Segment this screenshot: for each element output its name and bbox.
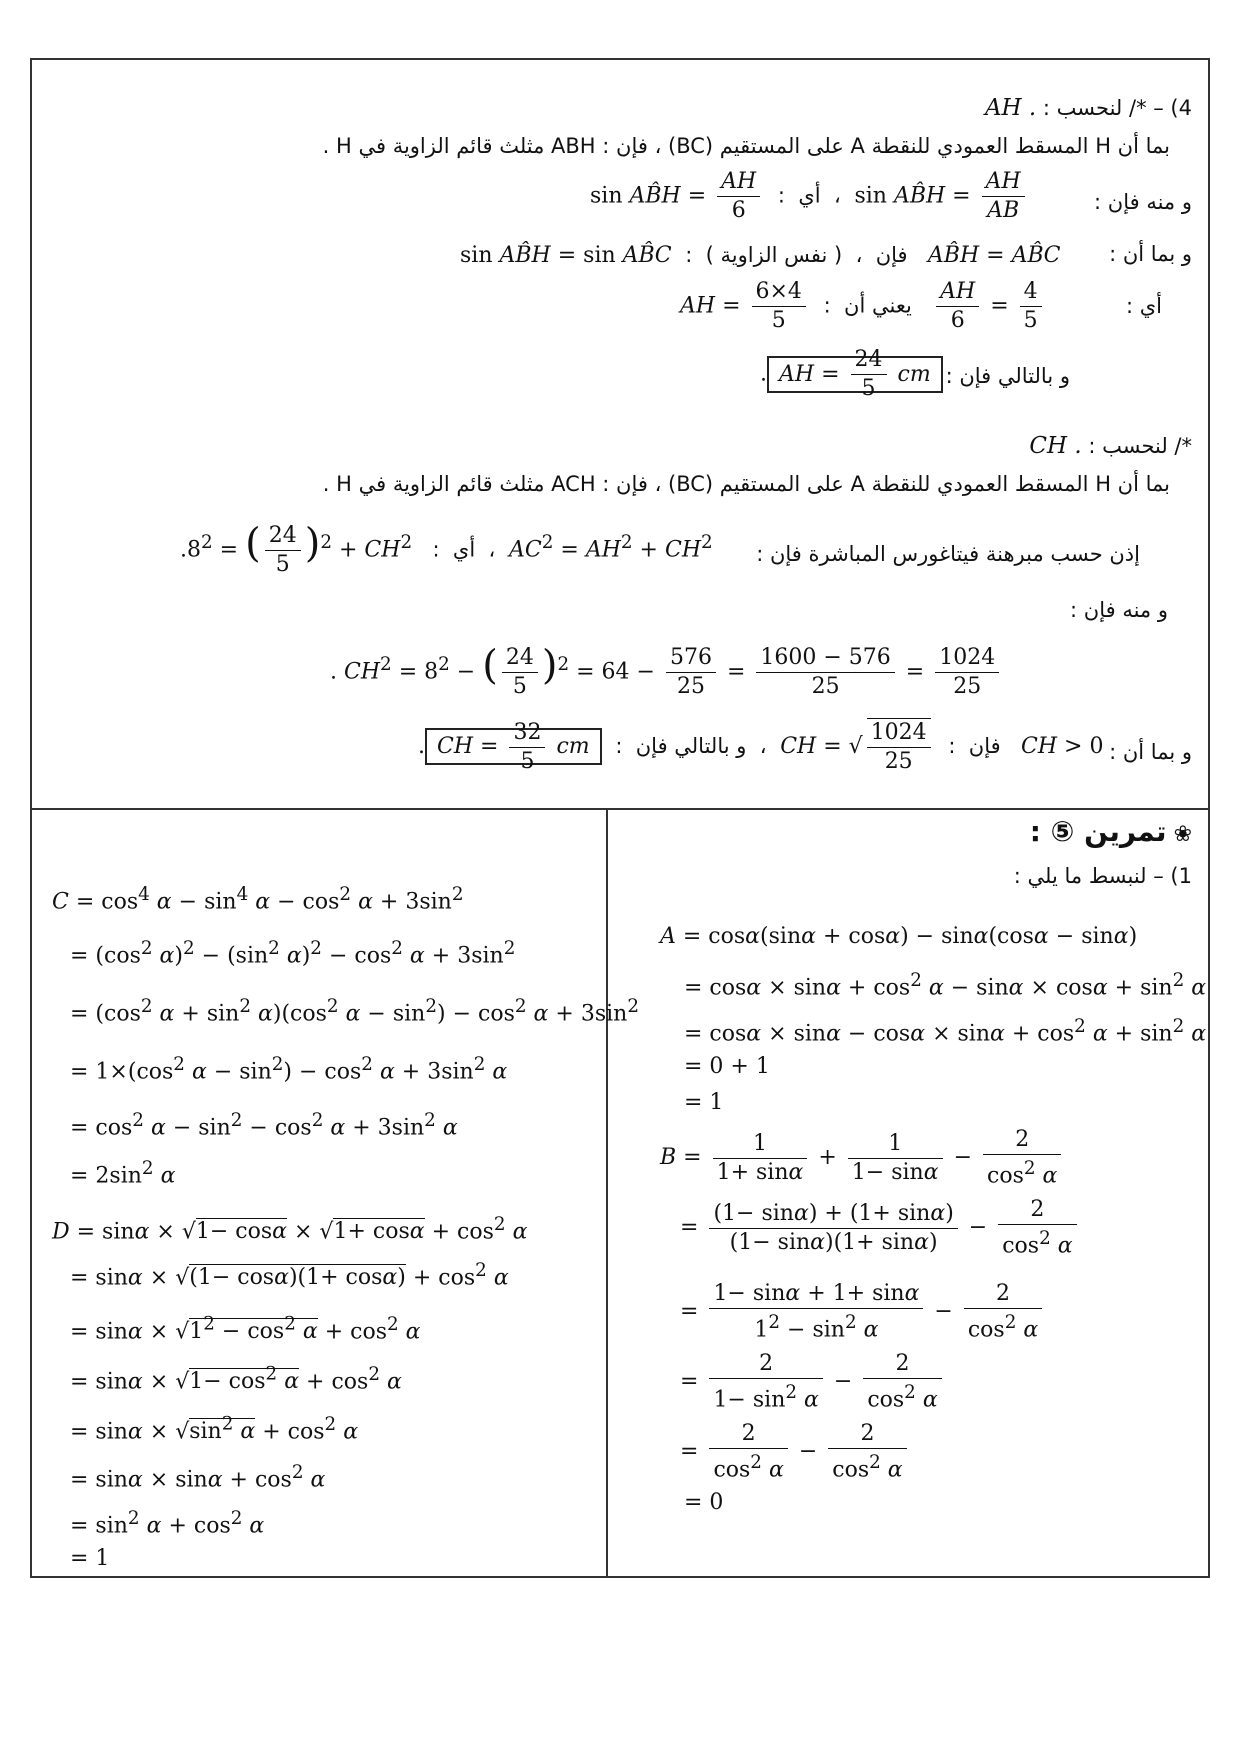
part4-since: و بما أن : <box>1109 242 1192 266</box>
ch-pythagoras-label: إذن حسب مبرهنة فيتاغورس المباشرة فإن : <box>756 542 1140 566</box>
expr-d-line5: = $\sin\alpha \times √\sin^2$ $\alpha + \cos^2 \alpha$ <box>70 1414 359 1445</box>
part4-proportion: AH = $\frac{6\times 4}{5}$ : يعني أن $\frac{AH}{6}$ = $\frac{4}{5}$ <box>680 278 1046 335</box>
expr-d-line1: $D = \sin\alpha \times √1- \cos\alpha \times √1+ \cos\alpha + \cos^2 \alpha$ <box>52 1214 528 1245</box>
expr-d-line3: = $\sin\alpha \times √1^2 - \cos^2 \alpha + \cos^2 \alpha$ <box>70 1314 421 1345</box>
part4-result-box: . AH = $\frac{24}{5}$ cm <box>760 346 943 403</box>
expr-d-line7: = $\sin^2 \alpha + \cos^2 \alpha$ <box>70 1508 265 1539</box>
expr-c-line1: $C = \cos^4 \alpha - \sin^4 \alpha - \cos^2 \alpha + 3\sin^2$ <box>52 884 464 915</box>
expr-c-line4: = $1\times(\cos^2$ $\alpha - \sin^2) - \cos^2 \alpha + 3\sin^2$ α <box>70 1054 508 1085</box>
expr-c-line6: = $2\sin^2$ α <box>70 1158 176 1189</box>
exercise5-title: ❀ تمرين ⑤ : <box>1029 815 1192 848</box>
part4-angle-equality: sin AB̂H = sin AB̂C : فإن ، ( نفس الزاوية ) AB̂H = AB̂C <box>460 243 1061 268</box>
exercise5-question1: 1) – لنبسط ما يلي : <box>1013 864 1192 888</box>
section-divider <box>30 808 1210 810</box>
column-divider <box>606 808 608 1578</box>
part4-heading: 4) – */ لنحسب : AH . <box>984 95 1192 121</box>
expr-a-line1: A = cosα(sinα + cosα) − sinα(cosα − sinα) <box>660 924 1138 949</box>
ch-heading: */ لنحسب : CH . <box>1029 433 1192 459</box>
expr-a-line4: = 0 + 1 <box>684 1054 770 1079</box>
expr-b-line1: B = $\frac{1}{1+ \sin\alpha}$ + $\frac{1}{1- \sin\alpha}$ − $\frac{2}{\cos^2 \alpha}$ <box>660 1126 1065 1190</box>
expr-b-line3: = $\frac{1- \sin\alpha + 1+ \sin\alpha}{1^2 - \sin^2 \alpha}$ − $\frac{2}{\cos^2 \alpha}$ <box>680 1280 1046 1344</box>
expr-d-line6: = $\sin\alpha \times \sin\alpha + \cos^2 \alpha$ <box>70 1462 326 1493</box>
expr-a-line3: = $\cos\alpha \times \sin\alpha - \cos\alpha \times \sin\alpha + \cos^2 \alpha + \sin^2 \alpha$ <box>684 1016 1207 1047</box>
part4-consequently: و بالتالي فإن : <box>945 364 1070 388</box>
expr-c-line3: = ($\cos^2$ $\alpha + \sin^2 \alpha)(\cos^2$ $\alpha - \sin^2) - \cos^2 \alpha + 3\sin^2$ <box>70 996 639 1027</box>
expr-b-line6: = 0 <box>684 1490 724 1515</box>
part4-sin-relation: sin AB̂H = $\frac{AH}{6}$ : أي ، sin AB̂H = $\frac{AH}{AB}$ <box>590 168 1029 225</box>
part4-statement: بما أن H المسقط العمودي للنقطة A على المستقيم (BC) ، فإن : ABH مثلث قائم الزاوية في H . <box>322 134 1170 158</box>
ch-statement: بما أن H المسقط العمودي للنقطة A على المستقيم (BC) ، فإن : ACH مثلث قائم الزاوية في H . <box>322 472 1170 496</box>
part4-ie: أي : <box>1125 294 1162 318</box>
part4-therefore: و منه فإن : <box>1094 190 1192 214</box>
expr-a-line2: = $\cos\alpha \times \sin\alpha + \cos^2 \alpha - \sin\alpha \times \cos\alpha + \sin^2 \alpha$ <box>684 970 1207 1001</box>
ch-result-line: . CH = $\frac{32}{5}$ cm : و بالتالي فإن ، CH = √ $\frac{1024}{25}$ : فإن CH > 0 <box>418 719 1104 774</box>
expr-c-line2: = ($\cos^2$ $\alpha)^2 - (\sin^2$ $\alpha)^2 - \cos^2 \alpha + 3\sin^2$ <box>70 938 516 969</box>
expr-b-line5: = $\frac{2}{\cos^2 \alpha}$ − $\frac{2}{\cos^2 \alpha}$ <box>680 1420 911 1484</box>
expr-d-line8: = 1 <box>70 1546 110 1571</box>
expr-d-line4: = $\sin\alpha \times √1- \cos^2 \alpha + \cos^2 \alpha$ <box>70 1364 402 1395</box>
expr-c-line5: = $\cos^2 \alpha - \sin^2 - \cos^2 \alpha + 3\sin^2$ α <box>70 1110 458 1141</box>
expr-b-line2: = $\frac{(1- \sin\alpha) + (1+ \sin\alpha)}{(1- \sin\alpha)(1+ \sin\alpha)}$ − $\frac{2}{\cos^2 \alpha}$ <box>680 1196 1081 1260</box>
ch-pythagoras: $.8^2$ = ( $\frac{24}{5}$ )$^2 + CH^2$ : أي ، $AC^2 = AH^2 + CH^2$ <box>180 520 713 577</box>
flower-icon: ❀ <box>1173 822 1192 847</box>
ch-therefore: و منه فإن : <box>1070 598 1168 622</box>
expr-b-line4: = $\frac{2}{1- \sin^2 \alpha}$ − $\frac{2}{\cos^2 \alpha}$ <box>680 1350 946 1414</box>
expr-a-line5: = 1 <box>684 1090 724 1115</box>
expr-d-line2: = $\sin\alpha \times √(1- \cos\alpha)(1+ \cos\alpha) + \cos^2 \alpha$ <box>70 1260 509 1291</box>
ch-since: و بما أن : <box>1109 740 1192 764</box>
ch-computation: . $CH^2 = 8^2$ − ( $\frac{24}{5}$ )$^2$ = 64 − $\frac{576}{25}$ = $\frac{1600 - 576}{25}$ = $\frac{1024}{25}$ <box>330 644 1003 701</box>
